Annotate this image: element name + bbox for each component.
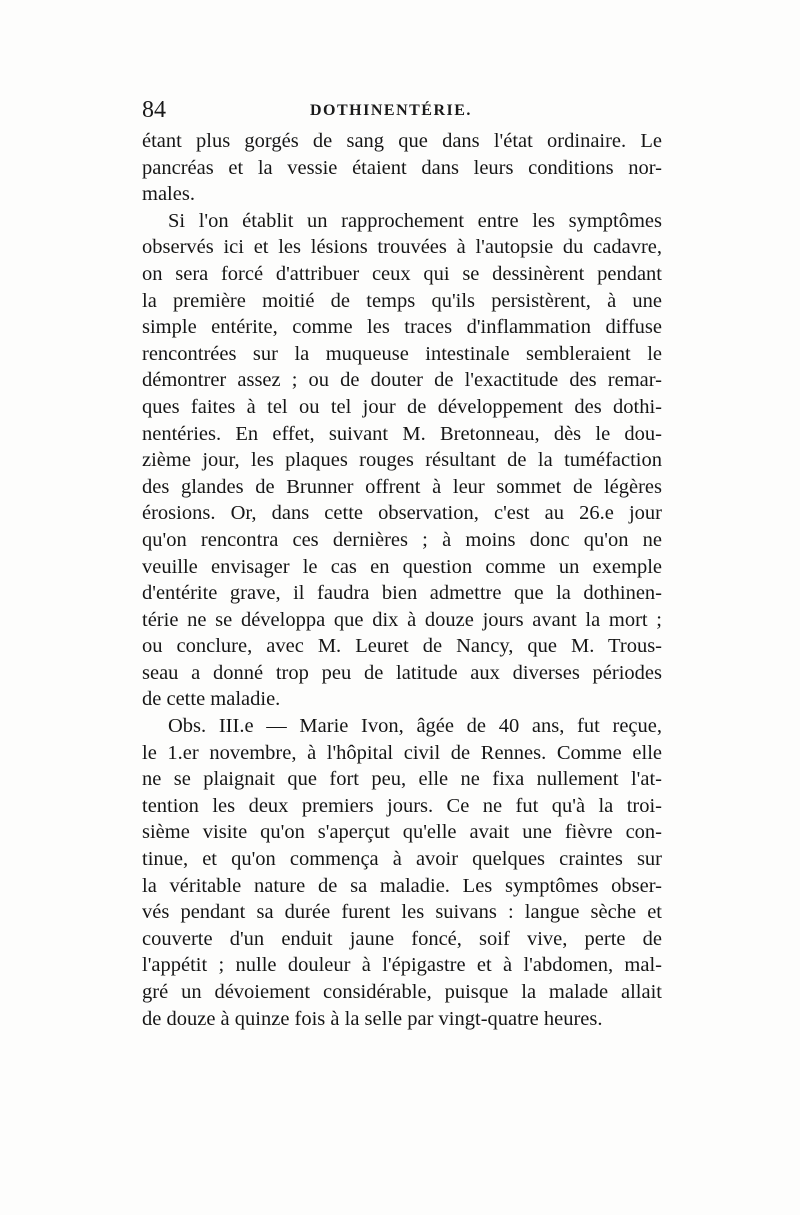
- text-line: qu'on rencontra ces dernières ; à moins donc qu'on ne: [142, 528, 662, 551]
- text-line: de douze à quinze fois à la selle par vingt-quatre heures.: [142, 1007, 603, 1030]
- text-line: des glandes de Brunner offrent à leur sommet de légères: [142, 475, 662, 498]
- text-line: ques faites à tel ou tel jour de développement des dothi-: [142, 395, 662, 418]
- text-line: ne se plaignait que fort peu, elle ne fixa nullement l'at-: [142, 768, 662, 791]
- running-head-title: DOTHINENTÉRIE.: [310, 102, 472, 119]
- text-line: veuille envisager le cas en question comme un exemple: [142, 555, 662, 578]
- text-line: ou conclure, avec M. Leuret de Nancy, que M. Trous-: [142, 635, 662, 658]
- page-number: 84: [142, 97, 166, 123]
- observation-heading-line: Obs. III.e — Marie Ivon, âgée de 40 ans, fut reçue,: [168, 715, 662, 738]
- text-line: térie ne se développa que dix à douze jours avant la mort ;: [142, 608, 662, 631]
- text-line: d'entérite grave, il faudra bien admettre que la dothinen-: [142, 582, 662, 605]
- text-line: la véritable nature de sa maladie. Les symptômes obser-: [142, 874, 662, 897]
- text-line: érosions. Or, dans cette observation, c'est au 26.e jour: [142, 502, 662, 525]
- text-line: le 1.er novembre, à l'hôpital civil de Rennes. Comme elle: [142, 741, 662, 764]
- text-line: l'appétit ; nulle douleur à l'épigastre et à l'abdomen, mal-: [142, 954, 662, 977]
- text-line: étant plus gorgés de sang que dans l'état ordinaire. Le: [142, 130, 662, 152]
- text-line: seau a donné trop peu de latitude aux diverses périodes: [142, 661, 662, 684]
- running-head: [142, 95, 662, 125]
- text-line: sième visite qu'on s'aperçut qu'elle avait une fièvre con-: [142, 821, 662, 844]
- text-line: la première moitié de temps qu'ils persistèrent, à une: [142, 289, 662, 312]
- text-line: vés pendant sa durée furent les suivans : langue sèche et: [142, 901, 662, 924]
- text-line: tinue, et qu'on commença à avoir quelques craintes sur: [142, 848, 662, 871]
- text-line: couverte d'un enduit jaune foncé, soif vive, perte de: [142, 927, 662, 950]
- text-line: de cette maladie.: [142, 688, 281, 711]
- text-line: observés ici et les lésions trouvées à l'autopsie du cadavre,: [142, 236, 662, 259]
- text-line: zième jour, les plaques rouges résultant de la tuméfaction: [142, 449, 662, 472]
- text-line: males.: [142, 183, 195, 206]
- paragraph-first-line: Si l'on établit un rapprochement entre les symptômes: [168, 209, 662, 232]
- text-line: on sera forcé d'attribuer ceux qui se dessinèrent pendant: [142, 262, 662, 285]
- text-line: gré un dévoiement considérable, puisque la malade allait: [142, 981, 662, 1003]
- text-line: nentéries. En effet, suivant M. Bretonneau, dès le dou-: [142, 422, 662, 445]
- text-line: rencontrées sur la muqueuse intestinale sembleraient le: [142, 342, 662, 365]
- text-line: pancréas et la vessie étaient dans leurs conditions nor-: [142, 156, 662, 179]
- text-line: simple entérite, comme les traces d'inflammation diffuse: [142, 316, 662, 339]
- body-text: [142, 128, 662, 1032]
- text-line: démontrer assez ; ou de douter de l'exactitude des remar-: [142, 369, 662, 392]
- text-line: tention les deux premiers jours. Ce ne fut qu'à la troi-: [142, 794, 662, 817]
